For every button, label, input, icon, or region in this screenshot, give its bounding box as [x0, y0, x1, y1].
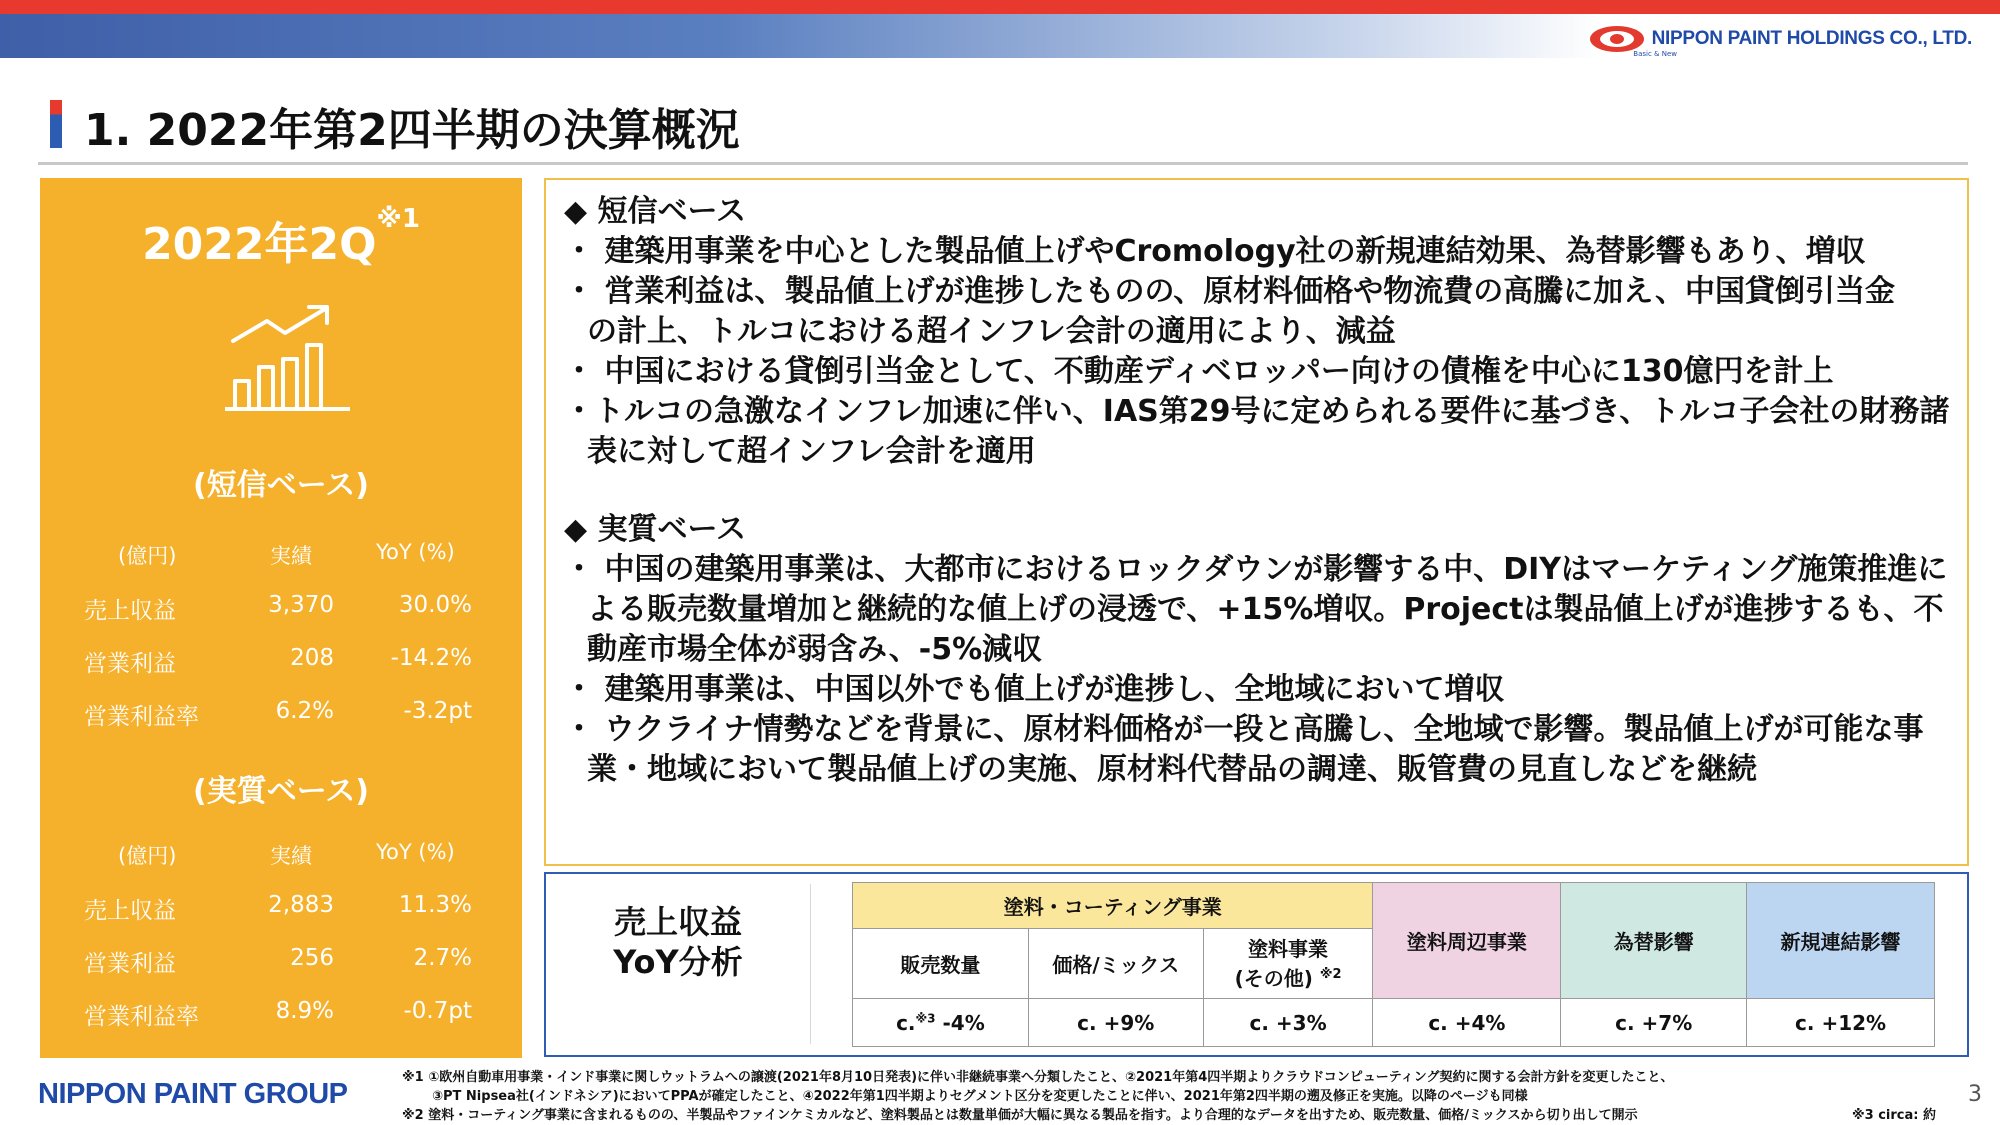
row-label: 営業利益 [84, 651, 176, 677]
note-3-mark: ※3 [915, 1010, 936, 1025]
value-new-consolidation: c. +12% [1747, 999, 1935, 1047]
note-2-mark: ※2 [1319, 966, 1342, 982]
value-volume: c.$^{※3}$ -4% [853, 999, 1029, 1047]
row-yoy: -0.7pt [403, 998, 472, 1024]
bullet-line: ・ 営業利益は、製品値上げが進捗したものの、原材料価格や物流費の高騰に加え、中国貸倒引当金 [564, 274, 1896, 309]
title-accent-bar [50, 100, 62, 148]
row-yoy: 2.7% [413, 945, 472, 971]
value-price-mix: c. +9% [1028, 999, 1203, 1047]
title-divider [38, 162, 1968, 165]
bullet-line-continued: 表に対して超インフレ会計を適用 [587, 434, 1036, 469]
col-unit: (億円) [118, 844, 177, 868]
jisshitsu-header-row [40, 840, 522, 880]
col-unit: (億円) [118, 544, 177, 568]
kpi-period-title [40, 204, 522, 272]
row-yoy: -14.2% [390, 645, 472, 671]
bullet-line: ・ 中国における貸倒引当金として、不動産ディベロッパー向けの債権を中心に130億円を計上 [564, 354, 1834, 389]
subheader-volume: 販売数量 [853, 929, 1029, 999]
bullet-line: ・ 建築用事業を中心とした製品値上げやCromology社の新規連結効果、為替影響もあり、増収 [564, 234, 1866, 269]
tanshin-header-row [40, 540, 522, 580]
bullet-line-continued: よる販売数量増加と継続的な値上げの浸透で、+15%増収。Projectは製品値上げが進捗するも、不 [587, 592, 1944, 627]
company-logo [1590, 26, 1972, 52]
footnote-1-cont: ③PT Nipsea社(インドネシア)においてPPAが確定したこと、④2022年第1四半期よりセグメント区分を変更したことに伴い、2021年第2四半期の遡及修正を実施。以降のページも同様 [432, 1089, 1528, 1104]
analysis-divider [810, 884, 811, 1044]
row-yoy: 30.0% [398, 592, 472, 618]
row-value: 6.2% [275, 698, 334, 724]
col-yoy: YoY (%) [376, 840, 455, 864]
section-heading-jisshitsu: ◆ 実質ベース [564, 512, 747, 547]
top-blue-band [0, 14, 1600, 58]
tanshin-heading: (短信ベース) [193, 468, 369, 503]
table-row [40, 945, 522, 985]
jisshitsu-heading: (実質ベース) [193, 774, 369, 809]
kpi-panel [40, 178, 522, 1058]
col-actual: 実績 [270, 844, 312, 868]
subheader-other-paint-line1: 塗料事業 [1248, 936, 1329, 961]
value-fx: c. +7% [1561, 999, 1747, 1047]
header-adjacent: 塗料周辺事業 [1373, 883, 1561, 999]
row-label: 売上収益 [84, 598, 176, 624]
growth-chart-icon [225, 303, 350, 413]
table-row [40, 998, 522, 1038]
table-row [40, 592, 522, 632]
subheader-price-mix: 価格/ミックス [1028, 929, 1203, 999]
yoy-analysis-table [852, 882, 1935, 1047]
footnote-1: ※1 ①欧州自動車用事業・インド事業に関しウットラムへの譲渡(2021年8月10日発表)に伴い非継続事業へ分類したこと、②2021年第4四半期よりクラウドコンピューティング契約に関する会計方針を変更したこと、 [402, 1070, 1674, 1085]
row-label: 営業利益率 [84, 704, 199, 730]
bullet-line-continued: 動産市場全体が弱含み、-5%減収 [587, 632, 1043, 667]
bullet-line-continued: 業・地域において製品値上げの実施、原材料代替品の調達、販管費の見直しなどを継続 [587, 752, 1757, 787]
row-value: 3,370 [268, 592, 334, 618]
row-label: 営業利益 [84, 951, 176, 977]
group-brand-logo: NIPPON PAINT GROUP [38, 1078, 348, 1110]
row-label: 売上収益 [84, 898, 176, 924]
footnote-3: ※3 circa: 約 [1852, 1108, 1936, 1123]
bullet-line: ・ 建築用事業は、中国以外でも値上げが進捗し、全地域において増収 [564, 672, 1505, 707]
analysis-label-line2: YoY分析 [613, 943, 743, 981]
col-actual: 実績 [270, 544, 312, 568]
bullet-line: ・トルコの急激なインフレ加速に伴い、IAS第29号に定められる要件に基づき、トルコ子会社の財務諸 [564, 394, 1950, 429]
yoy-analysis-box [544, 872, 1969, 1057]
row-value: 8.9% [275, 998, 334, 1024]
subheader-other-paint [1203, 929, 1373, 999]
kpi-period-note: ※1 [376, 204, 420, 234]
bullet-line: ・ 中国の建築用事業は、大都市におけるロックダウンが影響する中、DIYはマーケティング施策推進に [564, 552, 1948, 587]
col-yoy: YoY (%) [376, 540, 455, 564]
header-new-consolidation: 新規連結影響 [1747, 883, 1935, 999]
row-yoy: 11.3% [398, 892, 472, 918]
section-heading-tanshin: ◆ 短信ベース [564, 194, 747, 229]
footnote-2: ※2 塗料・コーティング事業に含まれるものの、半製品やファインケミカルなど、塗料製品とは数量単価が大幅に異なる製品を指す。より合理的なデータを出すため、販売数量、価格/ミックスから切り出して開示 [402, 1108, 1638, 1123]
analysis-label [546, 902, 810, 982]
kpi-period: 2022年2Q [142, 219, 377, 270]
page-number: 3 [1968, 1082, 1982, 1107]
bullet-line-continued: の計上、トルコにおける超インフレ会計の適用により、減益 [587, 314, 1396, 349]
value-adjacent: c. +4% [1373, 999, 1561, 1047]
logo-tagline: Basic & New [1633, 50, 1677, 58]
bullet-line: ・ ウクライナ情勢などを背景に、原材料価格が一段と高騰し、全地域で影響。製品値上げが可能な事 [564, 712, 1924, 747]
page-title: 1. 2022年第2四半期の決算概況 [84, 105, 740, 156]
table-row [40, 698, 522, 738]
logo-mark-icon [1590, 26, 1644, 52]
top-red-band [0, 0, 2000, 14]
row-value: 208 [290, 645, 334, 671]
subheader-other-paint-line2: (その他) $^{※2}$ [1234, 966, 1342, 991]
analysis-label-line1: 売上収益 [613, 903, 742, 941]
row-yoy: -3.2pt [403, 698, 472, 724]
table-row [40, 892, 522, 932]
group-header-coatings: 塗料・コーティング事業 [853, 883, 1373, 929]
row-value: 256 [290, 945, 334, 971]
value-other-paint: c. +3% [1203, 999, 1373, 1047]
header-fx: 為替影響 [1561, 883, 1747, 999]
company-logo-text: NIPPON PAINT HOLDINGS CO., LTD. [1651, 28, 1972, 49]
table-row [40, 645, 522, 685]
summary-box [544, 178, 1969, 866]
row-label: 営業利益率 [84, 1004, 199, 1030]
row-value: 2,883 [268, 892, 334, 918]
